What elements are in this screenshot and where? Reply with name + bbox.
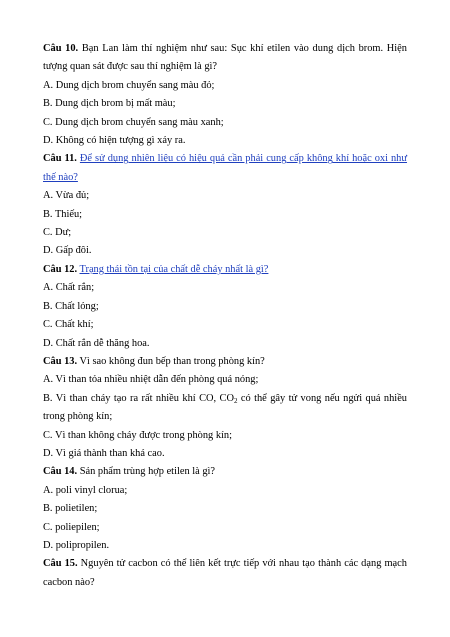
question-11-link[interactable]: Để sử dụng nhiên liệu có hiệu quả cần phải cung cấp không khí hoặc oxi như thế nào? xyxy=(43,153,408,183)
question-13-text: Vì sao không đun bếp than trong phòng kín? xyxy=(79,355,265,367)
question-14 xyxy=(43,463,407,481)
question-12-option-c: C. Chất khí; xyxy=(43,319,94,331)
question-12 xyxy=(43,261,407,279)
question-10-label: Câu 10. xyxy=(43,43,79,54)
question-13-option-c: C. Vì than không cháy được trong phòng kín; xyxy=(43,429,232,441)
question-11-option-c: C. Dư; xyxy=(43,227,72,239)
question-14-option-b: B. polietilen; xyxy=(43,503,98,515)
question-12-link[interactable]: Trạng thái tồn tại của chất dễ cháy nhất là gì? xyxy=(79,263,269,275)
question-13-option-d: D. Vì giá thành than khá cao. xyxy=(43,447,165,459)
question-14-option-a: A. poli vinyl clorua; xyxy=(43,484,128,496)
question-13-option-a: A. Vì than tỏa nhiều nhiệt dẫn đến phòng quá nóng; xyxy=(43,374,259,386)
question-11-option-b: B. Thiếu; xyxy=(43,208,83,220)
question-10-option-b: B. Dung dịch brom bị mất màu; xyxy=(43,98,176,110)
question-15-label: Câu 15. xyxy=(43,558,78,570)
question-13 xyxy=(43,353,407,371)
question-12-option-a: A. Chất rắn; xyxy=(43,282,95,294)
question-10-option-c: C. Dung dịch brom chuyển sang màu xanh; xyxy=(43,116,224,128)
question-14-text: Sản phẩm trùng hợp etilen là gì? xyxy=(79,466,216,478)
question-11 xyxy=(43,150,407,187)
question-13-label: Câu 13. xyxy=(43,355,78,367)
question-14-option-c: C. poliepilen; xyxy=(43,521,100,533)
question-12-option-b: B. Chất lỏng; xyxy=(43,300,99,312)
question-15 xyxy=(43,555,407,592)
question-12-label: Câu 12. xyxy=(43,263,78,275)
question-10-option-a: A. Dung dịch brom chuyển sang màu đỏ; xyxy=(43,79,215,91)
question-10 xyxy=(43,40,407,77)
question-11-label: Câu 11. xyxy=(43,153,77,165)
question-15-text: Nguyên tử cacbon có thể liên kết trực tiếp với nhau tạo thành các dạng mạch cacbon nào? xyxy=(43,558,407,588)
question-13-option-b-rest: có thể gây tử vong nếu ngửi quá nhiều trong phòng kín; xyxy=(43,392,407,423)
question-10-text: Bạn Lan làm thí nghiệm như sau: Sục khí etilen vào dung dịch brom. Hiện tượng quan sát được sau thí nghiệm là gì? xyxy=(43,43,407,73)
co2-subscript: 2 xyxy=(233,396,238,405)
question-12-option-d: D. Chất rắn dễ thăng hoa. xyxy=(43,337,150,349)
document-page xyxy=(43,40,407,592)
question-14-option-d: D. polipropilen. xyxy=(43,539,110,551)
question-11-option-d: D. Gấp đôi. xyxy=(43,245,92,257)
question-10-option-d: D. Không có hiện tượng gì xảy ra. xyxy=(43,135,186,147)
question-13-option-b xyxy=(43,390,407,427)
question-14-label: Câu 14. xyxy=(43,466,78,478)
question-11-option-a: A. Vừa đủ; xyxy=(43,190,90,202)
question-13-option-b-text: B. Vì than cháy tạo ra rất nhiều khí CO, CO xyxy=(43,392,234,404)
